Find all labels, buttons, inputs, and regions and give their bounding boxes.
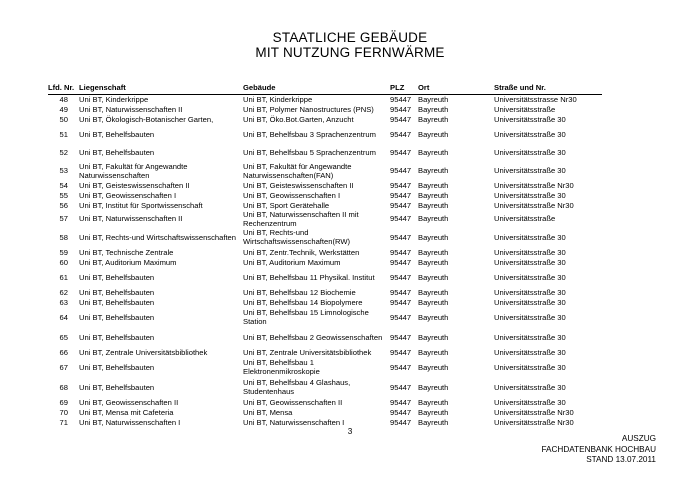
cell-ort: Bayreuth xyxy=(418,382,449,392)
cell-strasse: Universitätsstraße 30 xyxy=(494,287,566,297)
cell-nr: 48 xyxy=(59,94,68,104)
cell-strasse: Universitätsstraße 30 xyxy=(494,129,566,139)
cell-liegenschaft: Uni BT, Behelfsbauten xyxy=(79,362,155,372)
cell-gebaeude: Uni BT, Zentrale Universitätsbibliothek xyxy=(243,347,372,357)
cell-ort: Bayreuth xyxy=(418,200,449,210)
cell-liegenschaft: Uni BT, Fakultät für Angewandte Naturwissenschaften xyxy=(79,161,188,180)
cell-liegenschaft: Uni BT, Kinderkrippe xyxy=(79,94,149,104)
cell-gebaeude: Uni BT, Sport Gerätehalle xyxy=(243,200,330,210)
cell-strasse: Universitätsstraße Nr30 xyxy=(494,407,574,417)
cell-plz: 95447 xyxy=(390,214,412,224)
cell-ort: Bayreuth xyxy=(418,407,449,417)
cell-plz: 95447 xyxy=(390,312,412,322)
cell-ort: Bayreuth xyxy=(418,129,449,139)
cell-plz: 95447 xyxy=(390,190,412,200)
cell-plz: 95447 xyxy=(390,180,412,190)
cell-nr: 54 xyxy=(59,180,68,190)
cell-liegenschaft: Uni BT, Geowissenschaften I xyxy=(79,190,177,200)
cell-plz: 95447 xyxy=(390,247,412,257)
cell-ort: Bayreuth xyxy=(418,417,449,427)
cell-liegenschaft: Uni BT, Rechts-und Wirtschaftswissenschaften xyxy=(79,232,236,242)
cell-strasse: Universitätsstraße 30 xyxy=(494,332,566,342)
cell-ort: Bayreuth xyxy=(418,247,449,257)
cell-strasse: Universitätsstraße 30 xyxy=(494,397,566,407)
cell-strasse: Universitätsstraße xyxy=(494,214,556,224)
cell-ort: Bayreuth xyxy=(418,312,449,322)
header-plz: PLZ xyxy=(390,83,405,92)
cell-ort: Bayreuth xyxy=(418,297,449,307)
cell-liegenschaft: Uni BT, Naturwissenschaften II xyxy=(79,104,183,114)
table-row xyxy=(0,308,700,328)
cell-ort: Bayreuth xyxy=(418,190,449,200)
cell-ort: Bayreuth xyxy=(418,104,449,114)
cell-liegenschaft: Uni BT, Behelfsbauten xyxy=(79,129,155,139)
table-row xyxy=(0,358,700,378)
cell-strasse: Universitätsstraße 30 xyxy=(494,312,566,322)
cell-plz: 95447 xyxy=(390,332,412,342)
cell-ort: Bayreuth xyxy=(418,166,449,176)
cell-plz: 95447 xyxy=(390,166,412,176)
table-row xyxy=(0,162,700,181)
cell-liegenschaft: Uni BT, Mensa mit Cafeteria xyxy=(79,407,174,417)
header-liegenschaft: Liegenschaft xyxy=(79,83,126,92)
cell-nr: 52 xyxy=(59,148,68,158)
cell-gebaeude: Uni BT, Auditorium Maximum xyxy=(243,257,341,267)
cell-nr: 65 xyxy=(59,332,68,342)
cell-plz: 95447 xyxy=(390,347,412,357)
cell-ort: Bayreuth xyxy=(418,232,449,242)
cell-gebaeude: Uni BT, Behelfsbau 15 Limnologische Station xyxy=(243,308,369,326)
cell-strasse: Universitätsstraße 30 xyxy=(494,347,566,357)
table-row xyxy=(0,181,700,191)
cell-plz: 95447 xyxy=(390,129,412,139)
cell-nr: 60 xyxy=(59,257,68,267)
cell-ort: Bayreuth xyxy=(418,214,449,224)
cell-ort: Bayreuth xyxy=(418,94,449,104)
cell-gebaeude: Uni BT, Fakultät für Angewandte Naturwissenschaften(FAN) xyxy=(243,161,352,180)
cell-gebaeude: Uni BT, Naturwissenschaften I xyxy=(243,417,345,427)
document-title-line-1: STAATLICHE GEBÄUDE xyxy=(272,30,428,45)
table-row xyxy=(0,268,700,288)
table-row xyxy=(0,328,700,348)
cell-strasse: Universitätsstraße Nr30 xyxy=(494,180,574,190)
cell-liegenschaft: Uni BT, Behelfsbauten xyxy=(79,297,155,307)
cell-plz: 95447 xyxy=(390,287,412,297)
cell-gebaeude: Uni BT, Behelfsbau 12 Biochemie xyxy=(243,287,356,297)
cell-liegenschaft: Uni BT, Behelfsbauten xyxy=(79,287,155,297)
cell-gebaeude: Uni BT, Geisteswissenschaften II xyxy=(243,180,354,190)
cell-liegenschaft: Uni BT, Technische Zentrale xyxy=(79,247,174,257)
cell-gebaeude: Uni BT, Mensa xyxy=(243,407,293,417)
cell-plz: 95447 xyxy=(390,362,412,372)
cell-gebaeude: Uni BT, Geowissenschaften I xyxy=(243,190,341,200)
table-row xyxy=(0,248,700,258)
cell-gebaeude: Uni BT, Zentr.Technik, Werkstätten xyxy=(243,247,360,257)
table-row xyxy=(0,398,700,408)
table-row xyxy=(0,125,700,145)
table-row xyxy=(0,228,700,248)
cell-plz: 95447 xyxy=(390,232,412,242)
table-row xyxy=(0,348,700,358)
cell-ort: Bayreuth xyxy=(418,362,449,372)
cell-liegenschaft: Uni BT, Behelfsbauten xyxy=(79,332,155,342)
cell-gebaeude: Uni BT, Behelfsbau 11 Physikal. Institut xyxy=(243,272,375,282)
cell-nr: 49 xyxy=(59,104,68,114)
cell-gebaeude: Uni BT, Naturwissenschaften II mit Rechenzentrum xyxy=(243,209,359,228)
cell-plz: 95447 xyxy=(390,148,412,158)
cell-strasse: Universitätsstraße Nr30 xyxy=(494,417,574,427)
cell-nr: 61 xyxy=(59,272,68,282)
header-ort: Ort xyxy=(418,83,430,92)
cell-gebaeude: Uni BT, Behelfsbau 1 Elektronenmikroskopie xyxy=(243,358,320,376)
cell-plz: 95447 xyxy=(390,272,412,282)
cell-gebaeude: Uni BT, Behelfsbau 5 Sprachenzentrum xyxy=(243,148,376,158)
cell-gebaeude: Uni BT, Behelfsbau 4 Glashaus, Studentenhaus xyxy=(243,378,351,396)
cell-gebaeude: Uni BT, Öko.Bot.Garten, Anzucht xyxy=(243,114,354,124)
cell-ort: Bayreuth xyxy=(418,397,449,407)
cell-ort: Bayreuth xyxy=(418,287,449,297)
document-title-line-2: MIT NUTZUNG FERNWÄRME xyxy=(255,45,445,60)
cell-strasse: Universitätsstraße 30 xyxy=(494,114,566,124)
cell-liegenschaft: Uni BT, Institut für Sportwissenschaft xyxy=(79,200,203,210)
cell-nr: 71 xyxy=(59,417,68,427)
cell-nr: 62 xyxy=(59,287,68,297)
cell-strasse: Universitätsstrasse Nr30 xyxy=(494,94,577,104)
cell-ort: Bayreuth xyxy=(418,257,449,267)
cell-liegenschaft: Uni BT, Ökologisch-Botanischer Garten, xyxy=(79,114,214,124)
cell-liegenschaft: Uni BT, Behelfsbauten xyxy=(79,382,155,392)
cell-strasse: Universitätsstraße xyxy=(494,104,556,114)
cell-plz: 95447 xyxy=(390,200,412,210)
cell-nr: 56 xyxy=(59,200,68,210)
table-row xyxy=(0,211,700,228)
cell-ort: Bayreuth xyxy=(418,180,449,190)
header-nr: Lfd. Nr. xyxy=(48,83,75,92)
cell-liegenschaft: Uni BT, Geisteswissenschaften II xyxy=(79,180,190,190)
cell-strasse: Universitätsstraße 30 xyxy=(494,232,566,242)
cell-liegenschaft: Uni BT, Auditorium Maximum xyxy=(79,257,177,267)
cell-ort: Bayreuth xyxy=(418,332,449,342)
table-row xyxy=(0,298,700,308)
cell-gebaeude: Uni BT, Behelfsbau 3 Sprachenzentrum xyxy=(243,129,376,139)
cell-gebaeude: Uni BT, Behelfsbau 2 Geowissenschaften xyxy=(243,332,383,342)
cell-strasse: Universitätsstraße 30 xyxy=(494,166,566,176)
cell-gebaeude: Uni BT, Kinderkrippe xyxy=(243,94,313,104)
cell-liegenschaft: Uni BT, Geowissenschaften II xyxy=(79,397,179,407)
cell-nr: 50 xyxy=(59,114,68,124)
header-strasse: Straße und Nr. xyxy=(494,83,546,92)
cell-nr: 55 xyxy=(59,190,68,200)
cell-liegenschaft: Uni BT, Naturwissenschaften II xyxy=(79,214,183,224)
cell-gebaeude: Uni BT, Behelfsbau 14 Biopolymere xyxy=(243,297,363,307)
cell-nr: 70 xyxy=(59,407,68,417)
footer-auszug: AUSZUG xyxy=(621,434,656,443)
cell-nr: 64 xyxy=(59,312,68,322)
cell-gebaeude: Uni BT, Geowissenschaften II xyxy=(243,397,343,407)
table-row xyxy=(0,378,700,398)
cell-liegenschaft: Uni BT, Zentrale Universitätsbibliothek xyxy=(79,347,208,357)
cell-plz: 95447 xyxy=(390,104,412,114)
cell-strasse: Universitätsstraße 30 xyxy=(494,362,566,372)
cell-plz: 95447 xyxy=(390,417,412,427)
table-row xyxy=(0,408,700,418)
cell-plz: 95447 xyxy=(390,257,412,267)
cell-nr: 63 xyxy=(59,297,68,307)
cell-strasse: Universitätsstraße 30 xyxy=(494,257,566,267)
cell-nr: 68 xyxy=(59,382,68,392)
cell-gebaeude: Uni BT, Rechts-und Wirtschaftswissenschaften(RW) xyxy=(243,228,351,246)
cell-plz: 95447 xyxy=(390,297,412,307)
cell-nr: 53 xyxy=(59,166,68,176)
cell-liegenschaft: Uni BT, Behelfsbauten xyxy=(79,272,155,282)
footer-date: STAND 13.07.2011 xyxy=(586,455,656,464)
cell-nr: 57 xyxy=(59,214,68,224)
cell-plz: 95447 xyxy=(390,114,412,124)
table-row xyxy=(0,95,700,105)
cell-plz: 95447 xyxy=(390,382,412,392)
table-row xyxy=(0,145,700,162)
cell-ort: Bayreuth xyxy=(418,272,449,282)
cell-ort: Bayreuth xyxy=(418,347,449,357)
cell-strasse: Universitätsstraße 30 xyxy=(494,148,566,158)
table-row xyxy=(0,115,700,125)
table-row xyxy=(0,258,700,268)
header-gebaeude: Gebäude xyxy=(243,83,276,92)
cell-plz: 95447 xyxy=(390,94,412,104)
cell-nr: 58 xyxy=(59,232,68,242)
cell-nr: 51 xyxy=(59,129,68,139)
cell-nr: 69 xyxy=(59,397,68,407)
cell-liegenschaft: Uni BT, Behelfsbauten xyxy=(79,148,155,158)
cell-ort: Bayreuth xyxy=(418,114,449,124)
cell-liegenschaft: Uni BT, Behelfsbauten xyxy=(79,312,155,322)
table-row xyxy=(0,105,700,115)
cell-plz: 95447 xyxy=(390,397,412,407)
cell-nr: 59 xyxy=(59,247,68,257)
cell-strasse: Universitätsstraße 30 xyxy=(494,382,566,392)
cell-strasse: Universitätsstraße 30 xyxy=(494,297,566,307)
table-body xyxy=(0,95,700,428)
cell-gebaeude: Uni BT, Polymer Nanostructures (PNS) xyxy=(243,104,374,114)
footer-source: FACHDATENBANK HOCHBAU xyxy=(541,445,656,454)
cell-strasse: Universitätsstraße 30 xyxy=(494,247,566,257)
cell-strasse: Universitätsstraße 30 xyxy=(494,190,566,200)
cell-ort: Bayreuth xyxy=(418,148,449,158)
table-row xyxy=(0,191,700,201)
cell-strasse: Universitätsstraße Nr30 xyxy=(494,200,574,210)
cell-nr: 67 xyxy=(59,362,68,372)
table-row xyxy=(0,288,700,298)
page-number: 3 xyxy=(347,427,353,436)
cell-nr: 66 xyxy=(59,347,68,357)
cell-strasse: Universitätsstraße 30 xyxy=(494,272,566,282)
cell-plz: 95447 xyxy=(390,407,412,417)
cell-liegenschaft: Uni BT, Naturwissenschaften I xyxy=(79,417,181,427)
